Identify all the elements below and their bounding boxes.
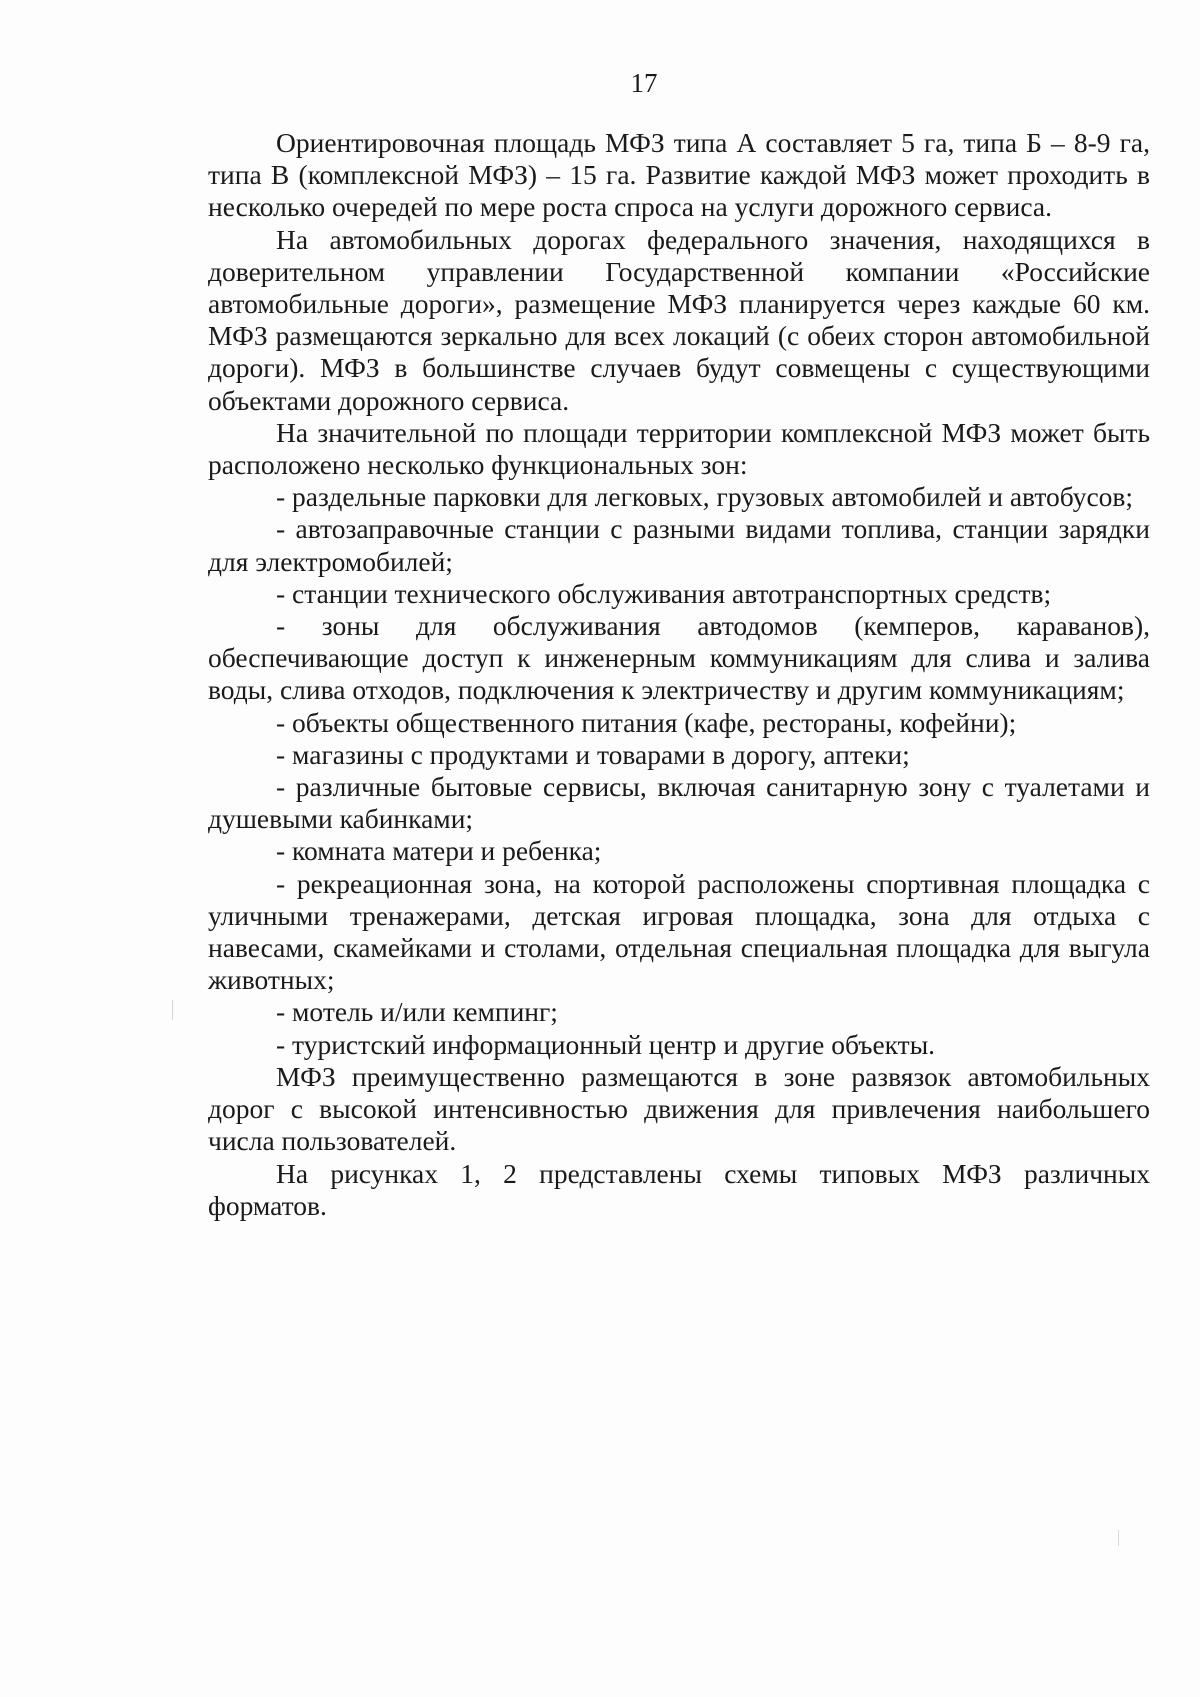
paragraph-figures-reference: На рисунках 1, 2 представлены схемы типовых МФЗ различных форматов. [208, 1157, 1150, 1221]
list-item: - зоны для обслуживания автодомов (кемперов, караванов), обеспечивающие доступ к инженерным коммуникациям для слива и залива воды, слива отходов, подключения к электричеству и другим коммуникациям; [208, 610, 1150, 706]
list-item: - объекты общественного питания (кафе, рестораны, кофейни); [276, 706, 1017, 738]
list-item: - различные бытовые сервисы, включая санитарную зону с туалетами и душевыми кабинками; [208, 771, 1150, 835]
list-item: - комната матери и ребенка; [276, 835, 602, 867]
scan-artifact [172, 1000, 173, 1020]
paragraph-functional-zones-intro: На значительной по площади территории комплексной МФЗ может быть расположено несколько функциональных зон: [208, 416, 1150, 481]
paragraph-area: Ориентировочная площадь МФЗ типа А составляет 5 га, типа Б – 8-9 га, типа В (комплексной МФЗ) – 15 га. Развитие каждой МФЗ может проходить в несколько очередей по мере роста спроса на услуги дорожного сервиса. [208, 127, 1150, 223]
list-item: - автозаправочные станции с разными видами топлива, станции зарядки для электромобилей; [208, 513, 1150, 577]
paragraph-placement: МФЗ преимущественно размещаются в зоне развязок автомобильных дорог с высокой интенсивностью движения для привлечения наибольшего числа пользователей. [208, 1060, 1150, 1157]
list-item: - раздельные парковки для легковых, грузовых автомобилей и автобусов; [276, 481, 1134, 513]
list-item: - станции технического обслуживания автотранспортных средств; [276, 577, 1052, 609]
list-item: - туристский информационный центр и другие объекты. [276, 1028, 936, 1060]
list-item: - рекреационная зона, на которой расположены спортивная площадка с уличными тренажерами, детская игровая площадка, зона для отдыха с навесами, скамейками и столами, отдельная специальная площадка для выгула животных; [208, 867, 1150, 996]
list-item: - мотель и/или кемпинг; [276, 996, 558, 1028]
scan-artifact [1118, 1530, 1119, 1546]
document-body [208, 127, 1150, 1222]
list-item: - магазины с продуктами и товарами в дорогу, аптеки; [276, 738, 910, 770]
page-number: 17 [630, 68, 658, 98]
paragraph-federal-roads: На автомобильных дорогах федерального значения, находящихся в доверительном управлении Государственной компании «Российские автомобильные дороги», размещение МФЗ планируется через каждые 60 км. МФЗ размещаются зеркально для всех локаций (с обеих сторон автомобильной дороги). МФЗ в большинстве случаев будут совмещены с существующими объектами дорожного сервиса. [208, 223, 1150, 416]
